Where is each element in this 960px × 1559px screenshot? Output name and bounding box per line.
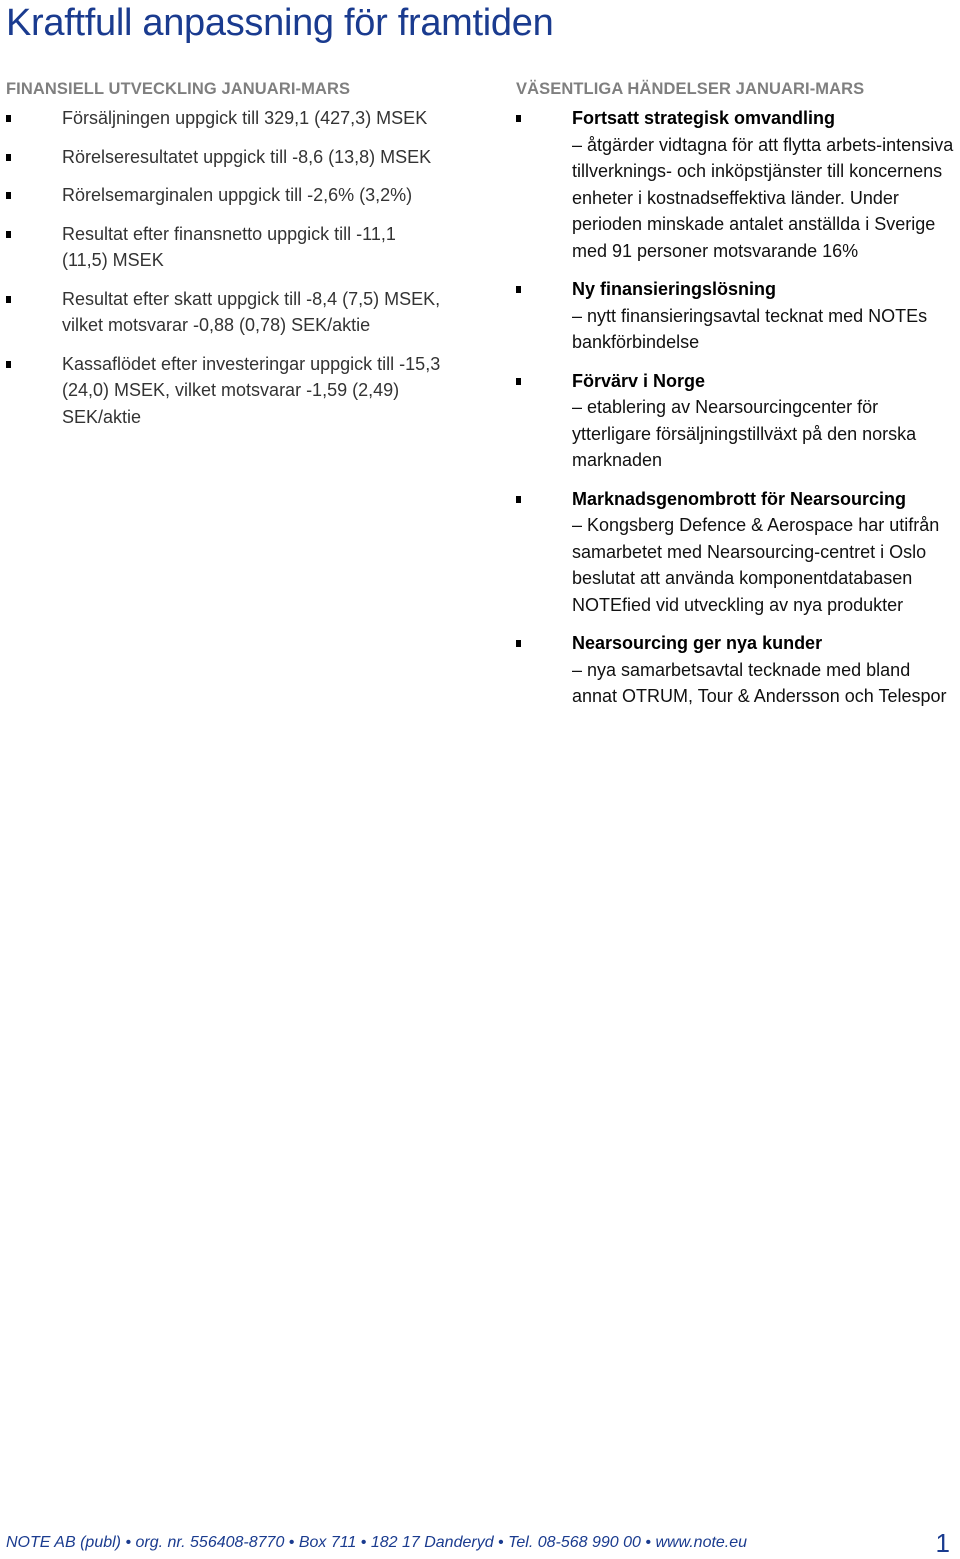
event-item-title: Förvärv i Norge: [572, 370, 706, 391]
events-heading: VÄSENTLIGA HÄNDELSER JANUARI-MARS: [516, 80, 865, 98]
list-item: [516, 368, 956, 474]
list-item: [516, 630, 956, 710]
list-item: [516, 105, 956, 264]
list-item: [6, 286, 446, 339]
list-item: [6, 182, 446, 209]
bullet-icon: [6, 296, 11, 303]
event-item-text: – nytt finansieringsavtal tecknat med NOTEs bankförbindelse: [572, 305, 928, 352]
financial-heading: FINANSIELL UTVECKLING JANUARI-MARS: [6, 80, 351, 98]
financial-item-text: Försäljningen uppgick till 329,1 (427,3) MSEK: [62, 108, 428, 128]
list-item: [6, 105, 446, 132]
financial-item-text: Rörelseresultatet uppgick till -8,6 (13,8) MSEK: [62, 146, 432, 167]
event-item-title: Fortsatt strategisk omvandling: [572, 108, 836, 128]
event-item-text: – etablering av Nearsourcingcenter för ytterligare försäljningstillväxt på den norska marknaden: [572, 397, 917, 470]
list-item: [6, 221, 446, 274]
footer-contact-info: NOTE AB (publ) • org. nr. 556408-8770 • Box 711 • 182 17 Danderyd • Tel. 08-568 990 00 • www.note.eu: [6, 1534, 748, 1551]
bullet-icon: [6, 231, 11, 238]
financial-list: [6, 105, 446, 430]
financial-item-text: Rörelsemarginalen uppgick till -2,6% (3,2%): [62, 185, 413, 205]
events-list: [516, 105, 956, 710]
bullet-icon: [6, 154, 11, 161]
financial-item-text: Kassaflödet efter investeringar uppgick till -15,3 (24,0) MSEK, vilket motsvarar -1,59 (2,49) SEK/aktie: [62, 353, 441, 427]
page-title: Kraftfull anpassning för framtiden: [6, 2, 554, 44]
page-number: 1: [935, 1528, 950, 1558]
event-item-title: Nearsourcing ger nya kunder: [572, 633, 823, 653]
bullet-icon: [516, 115, 521, 122]
page-footer: [6, 1528, 950, 1558]
list-item: [6, 144, 446, 171]
bullet-icon: [516, 286, 521, 293]
list-item: [516, 486, 956, 619]
financial-section: [6, 80, 446, 442]
bullet-icon: [516, 378, 521, 385]
bullet-icon: [6, 115, 11, 122]
bullet-icon: [6, 361, 11, 368]
event-item-title: Ny finansieringslösning: [572, 279, 777, 299]
financial-item-text: Resultat efter finansnetto uppgick till -11,1 (11,5) MSEK: [62, 223, 396, 270]
list-item: [6, 351, 446, 431]
bullet-icon: [516, 496, 521, 503]
event-item-title: Marknadsgenombrott för Nearsourcing: [572, 488, 907, 509]
event-item-text: – nya samarbetsavtal tecknade med bland annat OTRUM, Tour & Andersson och Telespor: [572, 659, 947, 706]
list-item: [516, 276, 956, 356]
bullet-icon: [6, 192, 11, 199]
bullet-icon: [516, 640, 521, 647]
event-item-text: – åtgärder vidtagna för att flytta arbets-intensiva tillverknings- och inköpstjänster till koncernens enheter i kostnadseffektiva länder. Under perioden minskade antalet anställda i Sverige med 91 personer motsvarande 16%: [572, 134, 954, 261]
event-item-text: – Kongsberg Defence & Aerospace har utifrån samarbetet med Nearsourcing-centret i Oslo beslutat att använda komponentdatabasen NOTEfied vid utveckling av nya produkter: [572, 515, 940, 615]
events-section: [516, 80, 956, 722]
financial-item-text: Resultat efter skatt uppgick till -8,4 (7,5) MSEK, vilket motsvarar -0,88 (0,78) SEK/aktie: [62, 288, 441, 335]
